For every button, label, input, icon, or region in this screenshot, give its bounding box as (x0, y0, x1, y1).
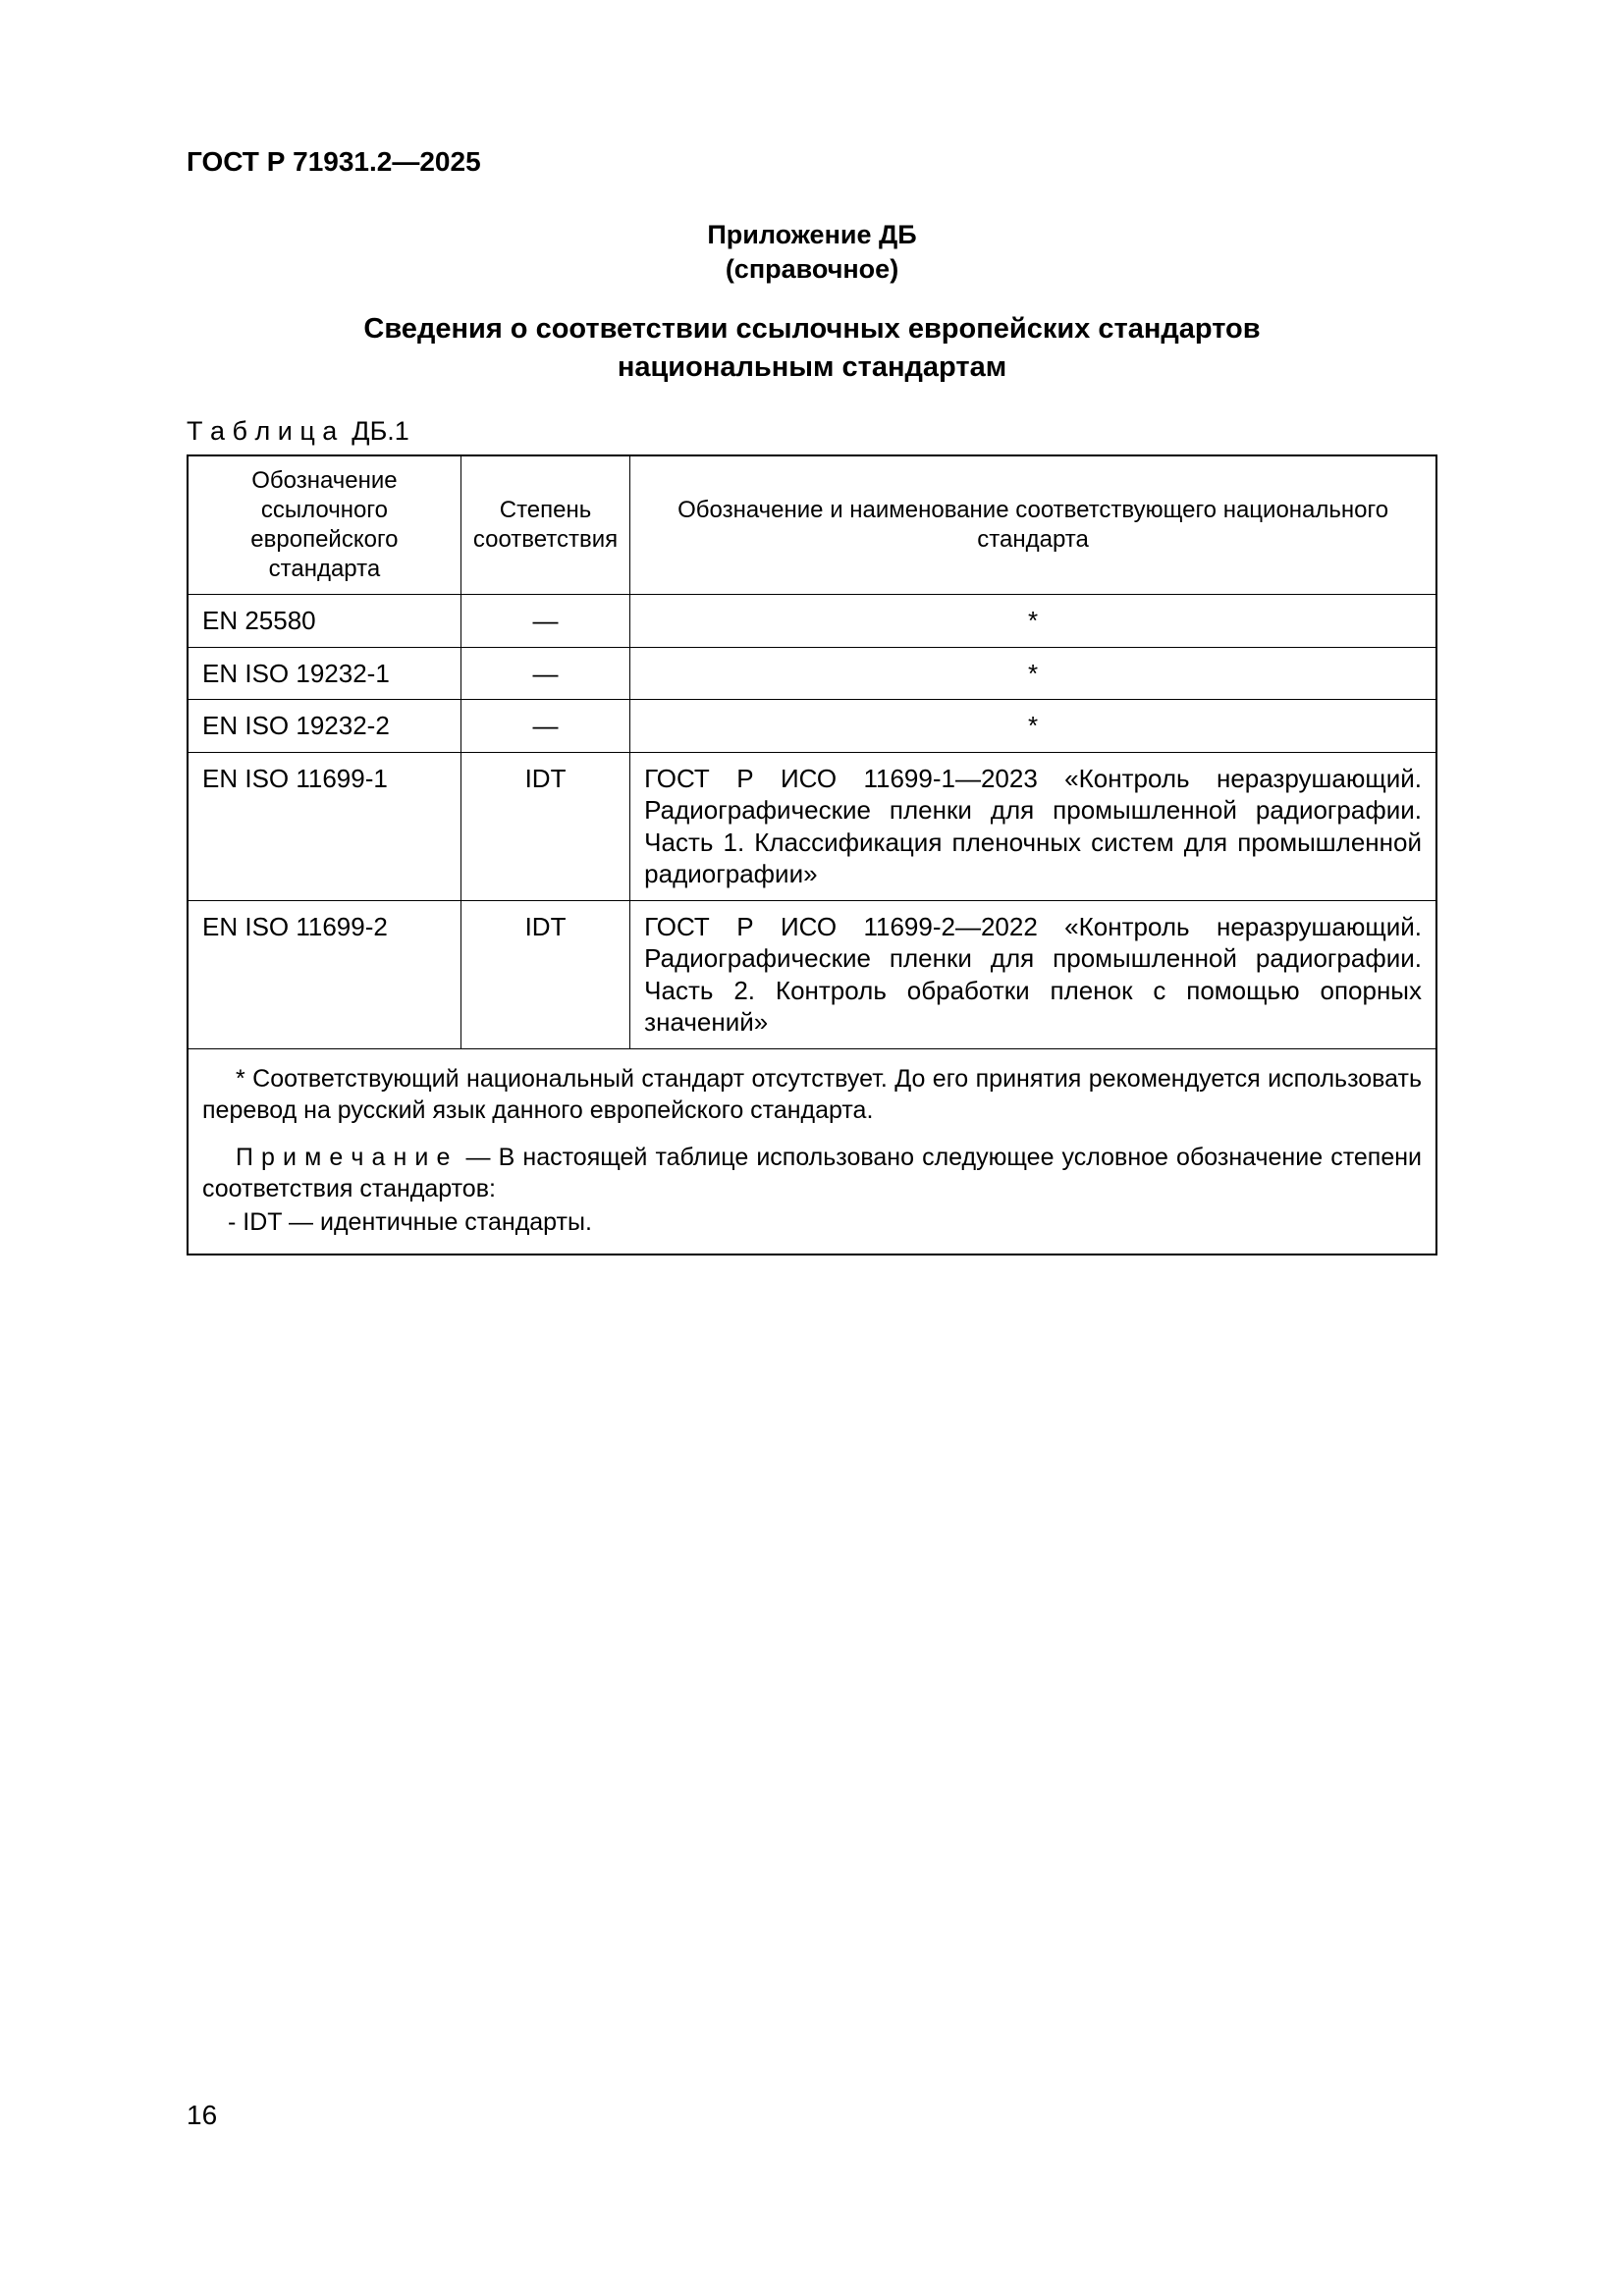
cell-degree: IDT (460, 900, 629, 1048)
table-notes-row (188, 1048, 1436, 1255)
page-number: 16 (187, 2100, 218, 2130)
column-header-degree: Степень соответствия (460, 455, 629, 595)
table-note-item: - IDT — идентичные стандарты. (228, 1207, 592, 1236)
table-header-row (188, 455, 1436, 595)
cell-degree: IDT (460, 752, 629, 900)
table-footnote: * Соответствующий национальный стандарт отсутствует. До его принятия рекомендуется использовать перевод на русский язык данного европейского стандарта. (202, 1064, 1422, 1124)
section-title-line1: Сведения о соответствии ссылочных европейских стандартов (363, 312, 1261, 345)
appendix-heading (187, 218, 1437, 287)
cell-national: * (630, 595, 1436, 648)
column-header-national: Обозначение и наименование соответствующего национального стандарта (630, 455, 1436, 595)
cell-degree: — (460, 700, 629, 753)
table-row (188, 595, 1436, 648)
column-header-designation: Обозначение ссылочного европейского стандарта (188, 455, 460, 595)
cell-designation: EN ISO 19232-1 (188, 647, 460, 700)
cell-national: * (630, 647, 1436, 700)
table-caption: Т а б л и ц а ДБ.1 (187, 416, 409, 447)
cell-degree: — (460, 595, 629, 648)
cell-designation: EN ISO 19232-2 (188, 700, 460, 753)
cell-designation: EN ISO 11699-1 (188, 752, 460, 900)
table-row (188, 900, 1436, 1048)
table-row (188, 647, 1436, 700)
cell-designation: EN 25580 (188, 595, 460, 648)
cell-national: * (630, 700, 1436, 753)
appendix-title: Приложение ДБ (707, 219, 917, 249)
table-notes-cell (188, 1048, 1436, 1255)
cell-national: ГОСТ Р ИСО 11699-2—2022 «Контроль неразрушающий. Радиографические пленки для промышленной радиографии. Часть 2. Контроль обработки пленок с помощью опорных значений» (630, 900, 1436, 1048)
cell-national: ГОСТ Р ИСО 11699-1—2023 «Контроль неразрушающий. Радиографические пленки для промышленной радиографии. Часть 1. Классификация пленочных систем для промышленной радиографии» (630, 752, 1436, 900)
cell-degree: — (460, 647, 629, 700)
doc-number: ГОСТ Р 71931.2—2025 (187, 146, 481, 177)
appendix-type: (справочное) (725, 253, 899, 284)
correspondence-table (187, 454, 1437, 1255)
table-row (188, 752, 1436, 900)
section-title-line2: национальным стандартам (617, 350, 1007, 383)
table-row (188, 700, 1436, 753)
cell-designation: EN ISO 11699-2 (188, 900, 460, 1048)
section-title (187, 310, 1437, 387)
table-note: П р и м е ч а н и е — В настоящей таблице использовано следующее условное обозначение степени соответствия стандартов: (202, 1143, 1429, 1202)
